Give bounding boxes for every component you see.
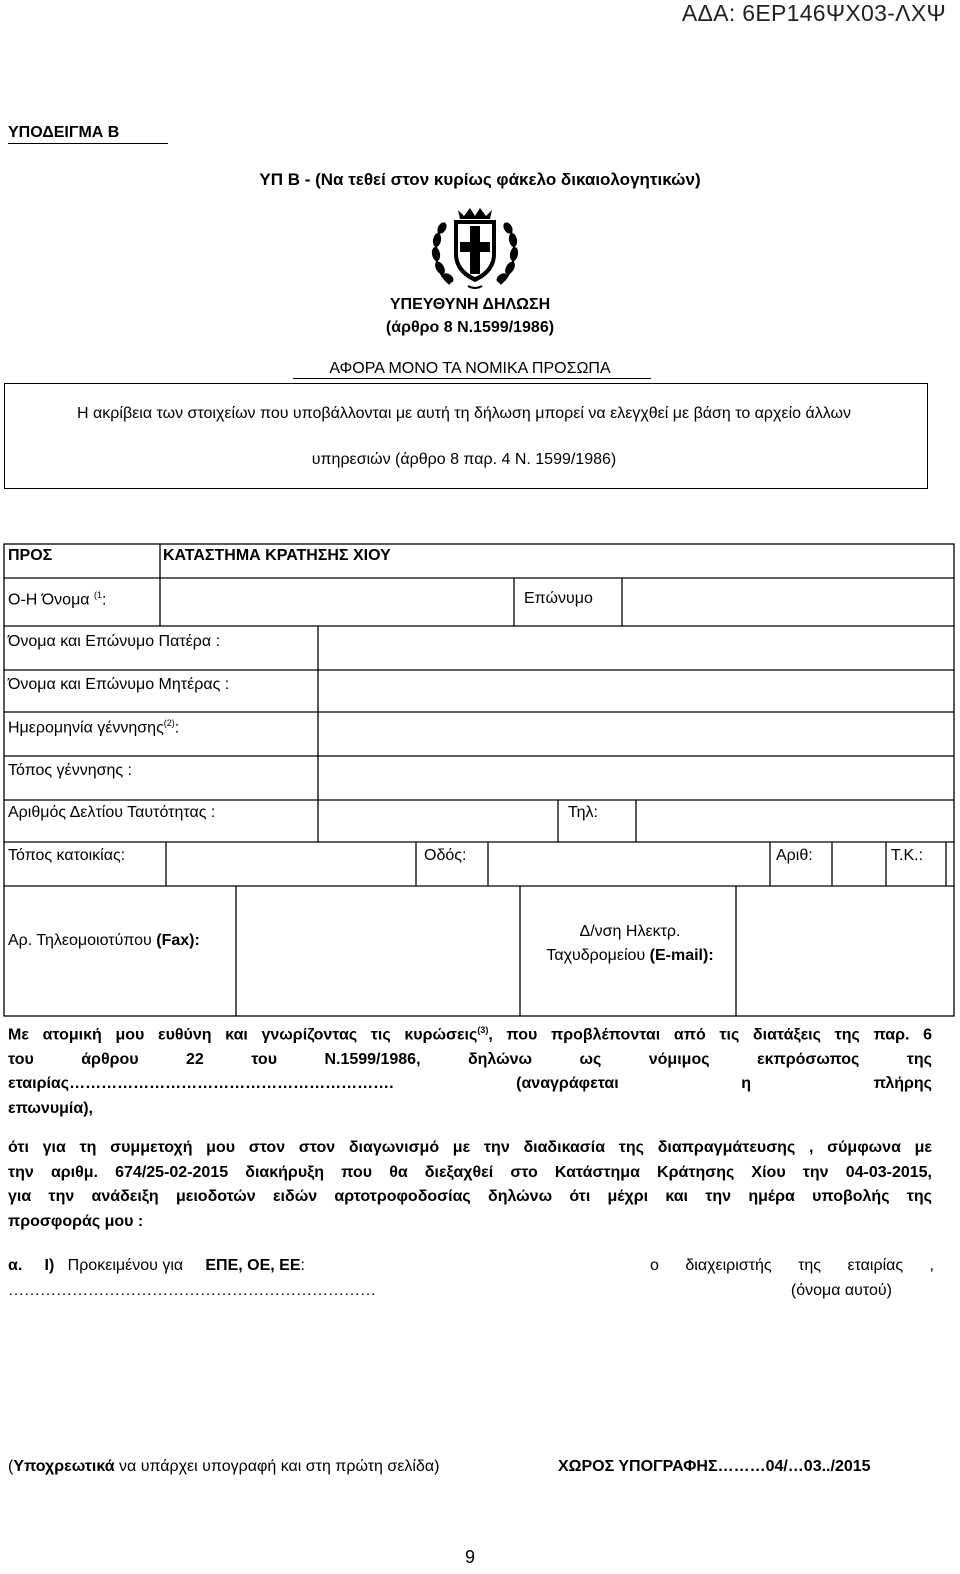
to-value: ΚΑΤΑΣΤΗΜΑ ΚΡΑΤΗΣΗΣ ΧΙΟΥ	[163, 547, 391, 564]
sample-label: ΥΠΟΔΕΙΓΜΑ Β	[8, 124, 120, 141]
street-number-label: Αριθ:	[776, 847, 813, 864]
ada-code: ΑΔΑ: 6ΕΡ146ΨΧ03-ΛΧΨ	[681, 0, 946, 26]
to-label: ΠΡΟΣ	[8, 547, 53, 564]
surname-label: Επώνυμο	[524, 590, 593, 607]
father-name-label: Όνομα και Επώνυμο Πατέρα :	[8, 633, 221, 650]
signature-area-label: ΧΩΡΟΣ ΥΠΟΓΡΑΦΗΣ………04/…03../2015	[558, 1458, 871, 1475]
page-number: 9	[464, 1547, 475, 1567]
signature-requirement-note: (Υποχρεωτικά να υπάρχει υπογραφή και στη πρώτη σελίδα)	[8, 1458, 440, 1475]
manager-clause: α. Ι) Προκειμένου για ΕΠΕ, ΟΕ, ΕΕ: ο διαχειριστής της εταιρίας , …………………………………………………………… (όνομα αυτού)	[8, 1257, 934, 1299]
street-label: Οδός:	[424, 847, 467, 864]
id-number-label: Αριθμός Δελτίου Ταυτότητας :	[8, 804, 216, 821]
birthplace-label: Τόπος γέννησης :	[8, 762, 132, 779]
birthdate-label: Ημερομηνία γέννησης$^{(2)}$:	[8, 718, 180, 737]
fax-label: Αρ. Τηλεομοιοτύπου (Fax):	[8, 932, 200, 949]
declaration-title: ΥΠΕΥΘΥΝΗ ΔΗΛΩΣΗ (άρθρο 8 Ν.1599/1986)	[385, 296, 555, 336]
postcode-label: Τ.Κ.:	[891, 847, 924, 864]
name-label: Ο-Η Όνομα $^{(1}$:	[8, 590, 107, 609]
participation-paragraph: ότι για τη συμμετοχή μου στον στον διαγωνισμό με την διαδικασία της διαπραγμάτευσης , σύμφωνα με την αριθμ. 674/25-02-2015 διακήρυξη που θα διεξαχθεί στο Κατάστημα Κράτησης Χίου την 04-03-2015, για την ανάδειξη μειοδοτών ειδών αρτοτροφοδοσίας δηλώνω ότι μέχρι και την ημέρα υποβολής της προσφοράς μου :	[8, 1139, 932, 1230]
mother-name-label: Όνομα και Επώνυμο Μητέρας :	[8, 676, 230, 693]
legal-entities-note: ΑΦΟΡΑ ΜΟΝΟ ΤΑ ΝΟΜΙΚΑ ΠΡΟΣΩΠΑ	[329, 360, 611, 377]
declaration-paragraph: Με ατομική μου ευθύνη και γνωρίζοντας τις κυρώσεις$^{(3)}$, που προβλέπονται από τις διατάξεις της παρ. 6 του άρθρου 22 του Ν.1599/1986, δηλώνω ως νόμιμος εκπρόσωπος της εταιρίας……………………………………………………. (αναγράφεται η πλήρης επωνυμία),	[8, 1025, 932, 1117]
email-label: Δ/νση Ηλεκτρ. Ταχυδρομείου (E-mail):	[546, 923, 714, 964]
residence-label: Τόπος κατοικίας:	[8, 847, 126, 864]
yp-line: ΥΠ Β - (Να τεθεί στον κυρίως φάκελο δικαιολογητικών)	[259, 170, 701, 189]
notice-line-2: υπηρεσιών (άρθρο 8 παρ. 4 Ν. 1599/1986)	[311, 451, 617, 468]
tel-label: Τηλ:	[568, 804, 598, 821]
notice-line-1: Η ακρίβεια των στοιχείων που υποβάλλονται με αυτή τη δήλωση μπορεί να ελεγχθεί με βάση το αρχείο άλλων	[77, 405, 851, 422]
